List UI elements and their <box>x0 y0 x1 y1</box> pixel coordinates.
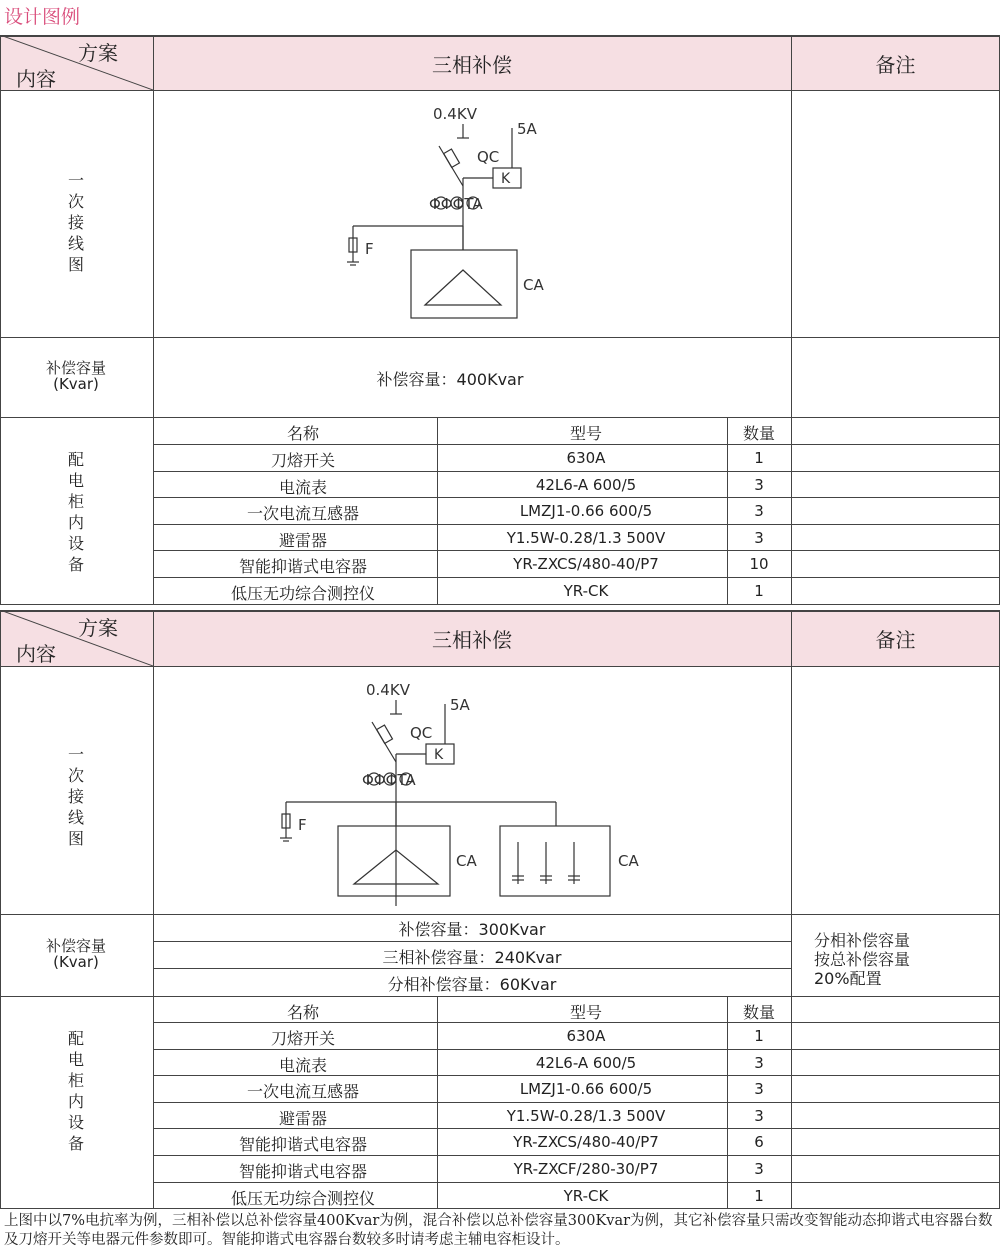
equip-qty: 3 <box>754 475 764 494</box>
diagram-voltage: 0.4KV <box>433 105 477 123</box>
diagram-arrester: F <box>298 816 307 834</box>
equip-qty: 3 <box>754 528 764 547</box>
diagram-capacitor: CA <box>523 276 544 294</box>
table-rule <box>791 35 792 604</box>
row-label-wiring: 一 次 接 线 图 <box>67 171 84 274</box>
table-rule <box>153 1182 1000 1183</box>
capacity-line: 补偿容量：300Kvar <box>398 920 546 939</box>
table-rule <box>0 337 1000 338</box>
equip-qty: 3 <box>754 1080 764 1099</box>
table-rule <box>437 417 438 604</box>
equip-name: 智能抑谐式电容器 <box>238 1162 368 1181</box>
equip-qty: 3 <box>754 1106 764 1125</box>
diagram-capacitor-2: CA <box>618 852 639 870</box>
equip-model: LMZJ1-0.66 600/5 <box>519 502 653 521</box>
header-scheme-label: 方案 <box>78 41 118 65</box>
equip-header-name: 名称 <box>286 1003 320 1022</box>
row-label-capacity-unit: (Kvar) <box>53 375 99 393</box>
equip-model: 42L6-A 600/5 <box>535 475 637 494</box>
equip-qty: 1 <box>754 1186 764 1205</box>
header-main-label: 三相补偿 <box>432 628 512 652</box>
row-label-equipment: 配 电 柜 内 设 备 <box>67 450 84 574</box>
row-label-capacity: 补偿容量 <box>45 359 107 377</box>
table-rule <box>153 1049 1000 1050</box>
diagram-breaker: QC <box>477 148 500 166</box>
equip-qty: 1 <box>754 582 764 600</box>
equip-model: YR-ZXCS/480-40/P7 <box>513 555 659 574</box>
table-rule <box>0 1208 1000 1209</box>
equip-header-qty: 数量 <box>742 424 776 443</box>
equip-name: 低压无功综合测控仪 <box>230 1188 376 1208</box>
table-rule <box>727 417 728 604</box>
remark-line: 20%配置 <box>814 969 882 988</box>
equip-qty: 1 <box>754 1027 764 1045</box>
equip-header-name: 名称 <box>286 424 320 443</box>
equip-qty: 10 <box>749 555 769 574</box>
equip-model: YR-ZXCF/280-30/P7 <box>513 1160 659 1178</box>
equip-name: 避雷器 <box>278 1108 328 1128</box>
table-rule <box>0 610 1 1208</box>
equip-qty: 3 <box>754 502 764 521</box>
equip-name: 电流表 <box>278 477 328 497</box>
capacity-line: 三相补偿容量：240Kvar <box>382 948 562 967</box>
diagram-controller: K <box>434 747 444 763</box>
diagram-breaker: QC <box>410 724 433 742</box>
footnote: 上图中以7%电抗率为例，三相补偿以总补偿容量400Kvar为例，混合补偿以总补偿容量300Kvar为例，其它补偿容量只需改变智能动态抑谐式电容器台数及刀熔开关等电器元件参数即可。智能抑谐式电容器台数较多时请考虑主辅电容柜设计。 <box>4 1213 993 1248</box>
header-scheme-label: 方案 <box>78 616 118 640</box>
equip-name: 智能抑谐式电容器 <box>238 557 368 577</box>
diagram-controller: K <box>501 171 511 187</box>
equip-model: 630A <box>566 1027 606 1045</box>
diagram-capacitor: CA <box>456 852 477 870</box>
table-rule <box>0 417 1000 418</box>
diagram-ct: ΦΦΦTA <box>362 771 416 789</box>
diagram-ct-secondary: 5A <box>517 120 537 138</box>
equip-name: 智能抑谐式电容器 <box>238 1135 368 1155</box>
equip-header-model: 型号 <box>569 1003 603 1022</box>
equip-name: 避雷器 <box>278 530 328 550</box>
equip-name: 刀熔开关 <box>270 451 336 470</box>
equip-model: YR-CK <box>563 582 609 600</box>
table-rule <box>0 604 1000 605</box>
capacity-line: 补偿容量：400Kvar <box>376 370 524 389</box>
equip-model: 42L6-A 600/5 <box>535 1053 637 1072</box>
wiring-diagram <box>153 90 791 337</box>
equip-qty: 1 <box>754 449 764 467</box>
equip-name: 一次电流互感器 <box>246 1082 360 1102</box>
equip-model: LMZJ1-0.66 600/5 <box>519 1080 653 1099</box>
header-remark-label: 备注 <box>875 53 916 77</box>
equip-model: Y1.5W-0.28/1.3 500V <box>506 528 666 547</box>
row-label-equipment: 配 电 柜 内 设 备 <box>67 1029 84 1153</box>
header-content-label: 内容 <box>16 642 56 666</box>
table-rule <box>0 35 1 604</box>
equip-name: 刀熔开关 <box>270 1029 336 1048</box>
equip-model: YR-ZXCS/480-40/P7 <box>513 1133 659 1152</box>
equip-name: 电流表 <box>278 1055 328 1075</box>
equip-name: 一次电流互感器 <box>246 504 360 524</box>
equip-header-model: 型号 <box>569 424 603 443</box>
header-main-label: 三相补偿 <box>432 53 512 77</box>
remark-line: 分相补偿容量 <box>814 931 911 950</box>
wiring-diagram <box>153 666 791 914</box>
row-label-capacity-unit: (Kvar) <box>53 953 99 971</box>
diagram-ct: ΦΦΦTA <box>429 195 483 213</box>
header-content-label: 内容 <box>16 67 56 91</box>
equip-qty: 3 <box>754 1053 764 1072</box>
table-rule <box>153 471 1000 472</box>
capacity-line: 分相补偿容量：60Kvar <box>387 975 557 994</box>
equip-model: 630A <box>566 449 606 467</box>
table-rule <box>153 941 791 942</box>
diagram-voltage: 0.4KV <box>366 681 410 699</box>
page-title: 设计图例 <box>4 6 81 28</box>
table-rule <box>153 968 791 969</box>
equip-name: 低压无功综合测控仪 <box>230 584 376 603</box>
diagram-arrester: F <box>365 240 374 258</box>
remark-line: 按总补偿容量 <box>814 950 911 969</box>
table-rule <box>0 914 1000 915</box>
equip-model: YR-CK <box>563 1186 609 1205</box>
equip-qty: 6 <box>754 1133 764 1152</box>
equip-model: Y1.5W-0.28/1.3 500V <box>506 1106 666 1125</box>
table-rule <box>0 996 1000 997</box>
row-label-capacity: 补偿容量 <box>45 937 107 955</box>
equip-header-qty: 数量 <box>742 1003 776 1022</box>
diagram-ct-secondary: 5A <box>450 696 470 714</box>
row-label-wiring: 一 次 接 线 图 <box>67 745 84 848</box>
header-remark-label: 备注 <box>875 628 916 652</box>
equip-qty: 3 <box>754 1160 764 1178</box>
table-rule <box>153 444 1000 445</box>
table-rule <box>791 610 792 1208</box>
